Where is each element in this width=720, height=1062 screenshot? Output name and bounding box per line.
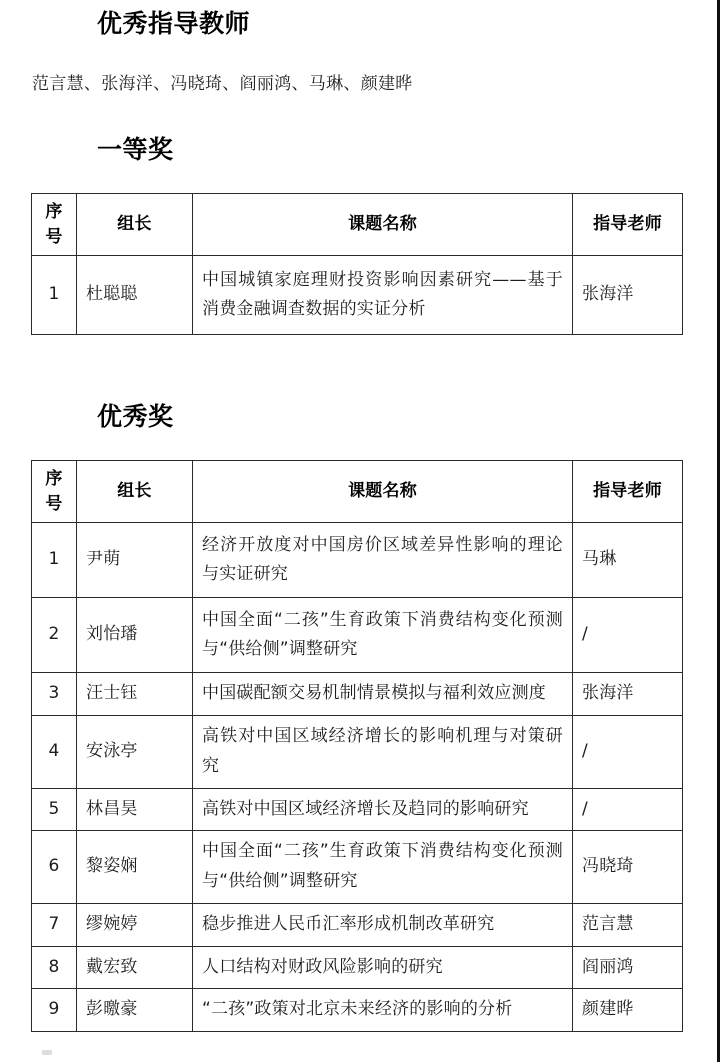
table-row bbox=[32, 523, 683, 598]
cell-advisor: / bbox=[573, 788, 683, 831]
cell-title: 经济开放度对中国房价区域差异性影响的理论与实证研究 bbox=[193, 523, 573, 598]
cell-leader: 汪士钰 bbox=[77, 673, 193, 716]
cell-advisor: 范言慧 bbox=[573, 903, 683, 946]
column-header-title: 课题名称 bbox=[193, 461, 573, 523]
table-row bbox=[32, 256, 683, 335]
cell-title: 中国碳配额交易机制情景模拟与福利效应测度 bbox=[193, 673, 573, 716]
cell-leader: 安泳亭 bbox=[77, 716, 193, 789]
cell-index: 4 bbox=[32, 716, 77, 789]
table-header-row bbox=[32, 194, 683, 256]
cell-title: 高铁对中国区域经济增长及趋同的影响研究 bbox=[193, 788, 573, 831]
cell-advisor: 阎丽鸿 bbox=[573, 946, 683, 989]
cell-advisor: 颜建晔 bbox=[573, 989, 683, 1032]
cell-index: 6 bbox=[32, 831, 77, 904]
cell-index: 5 bbox=[32, 788, 77, 831]
column-header-index-line1: 序 bbox=[45, 469, 63, 489]
cell-title: 中国城镇家庭理财投资影响因素研究——基于消费金融调查数据的实证分析 bbox=[193, 256, 573, 335]
first-prize-table bbox=[31, 193, 683, 335]
column-header-index-line1: 序 bbox=[45, 202, 63, 222]
cell-index: 7 bbox=[32, 903, 77, 946]
cell-index: 3 bbox=[32, 673, 77, 716]
cell-advisor: 冯晓琦 bbox=[573, 831, 683, 904]
cell-advisor: / bbox=[573, 716, 683, 789]
cell-leader: 林昌昊 bbox=[77, 788, 193, 831]
cell-title: “二孩”政策对北京未来经济的影响的分析 bbox=[193, 989, 573, 1032]
table-row bbox=[32, 831, 683, 904]
cell-leader: 戴宏致 bbox=[77, 946, 193, 989]
table-row bbox=[32, 716, 683, 789]
table-row bbox=[32, 673, 683, 716]
table-row bbox=[32, 989, 683, 1032]
column-header-index bbox=[32, 194, 77, 256]
cell-title: 稳步推进人民币汇率形成机制改革研究 bbox=[193, 903, 573, 946]
cell-leader: 黎姿娴 bbox=[77, 831, 193, 904]
cell-index: 8 bbox=[32, 946, 77, 989]
cell-title: 人口结构对财政风险影响的研究 bbox=[193, 946, 573, 989]
table-row bbox=[32, 903, 683, 946]
cell-advisor: 张海洋 bbox=[573, 256, 683, 335]
excellence-prize-table bbox=[31, 460, 683, 1032]
cell-leader: 杜聪聪 bbox=[77, 256, 193, 335]
column-header-index bbox=[32, 461, 77, 523]
cell-leader: 刘怡璠 bbox=[77, 598, 193, 673]
advisors-list: 范言慧、张海洋、冯晓琦、阎丽鸿、马琳、颜建晔 bbox=[32, 74, 413, 94]
cell-title: 中国全面“二孩”生育政策下消费结构变化预测与“供给侧”调整研究 bbox=[193, 831, 573, 904]
table-header-row bbox=[32, 461, 683, 523]
excellence-prize-heading: 优秀奖 bbox=[97, 402, 174, 431]
table-row bbox=[32, 946, 683, 989]
cell-advisor: / bbox=[573, 598, 683, 673]
cell-index: 9 bbox=[32, 989, 77, 1032]
cell-advisor: 马琳 bbox=[573, 523, 683, 598]
cell-index: 1 bbox=[32, 523, 77, 598]
column-header-leader: 组长 bbox=[77, 194, 193, 256]
cell-index: 1 bbox=[32, 256, 77, 335]
cell-title: 中国全面“二孩”生育政策下消费结构变化预测与“供给侧”调整研究 bbox=[193, 598, 573, 673]
table-row bbox=[32, 788, 683, 831]
cell-leader: 彭曒豪 bbox=[77, 989, 193, 1032]
cell-leader: 缪婉婷 bbox=[77, 903, 193, 946]
cell-advisor: 张海洋 bbox=[573, 673, 683, 716]
first-prize-heading: 一等奖 bbox=[97, 135, 174, 164]
column-header-index-line2: 号 bbox=[45, 493, 63, 514]
table-row bbox=[32, 598, 683, 673]
outstanding-advisors-heading: 优秀指导教师 bbox=[97, 9, 251, 38]
column-header-leader: 组长 bbox=[77, 461, 193, 523]
column-header-advisor: 指导老师 bbox=[573, 194, 683, 256]
page-bottom-artifact bbox=[42, 1050, 52, 1055]
column-header-title: 课题名称 bbox=[193, 194, 573, 256]
column-header-index-line2: 号 bbox=[45, 226, 63, 247]
cell-title: 高铁对中国区域经济增长的影响机理与对策研究 bbox=[193, 716, 573, 789]
cell-index: 2 bbox=[32, 598, 77, 673]
column-header-advisor: 指导老师 bbox=[573, 461, 683, 523]
cell-leader: 尹萌 bbox=[77, 523, 193, 598]
